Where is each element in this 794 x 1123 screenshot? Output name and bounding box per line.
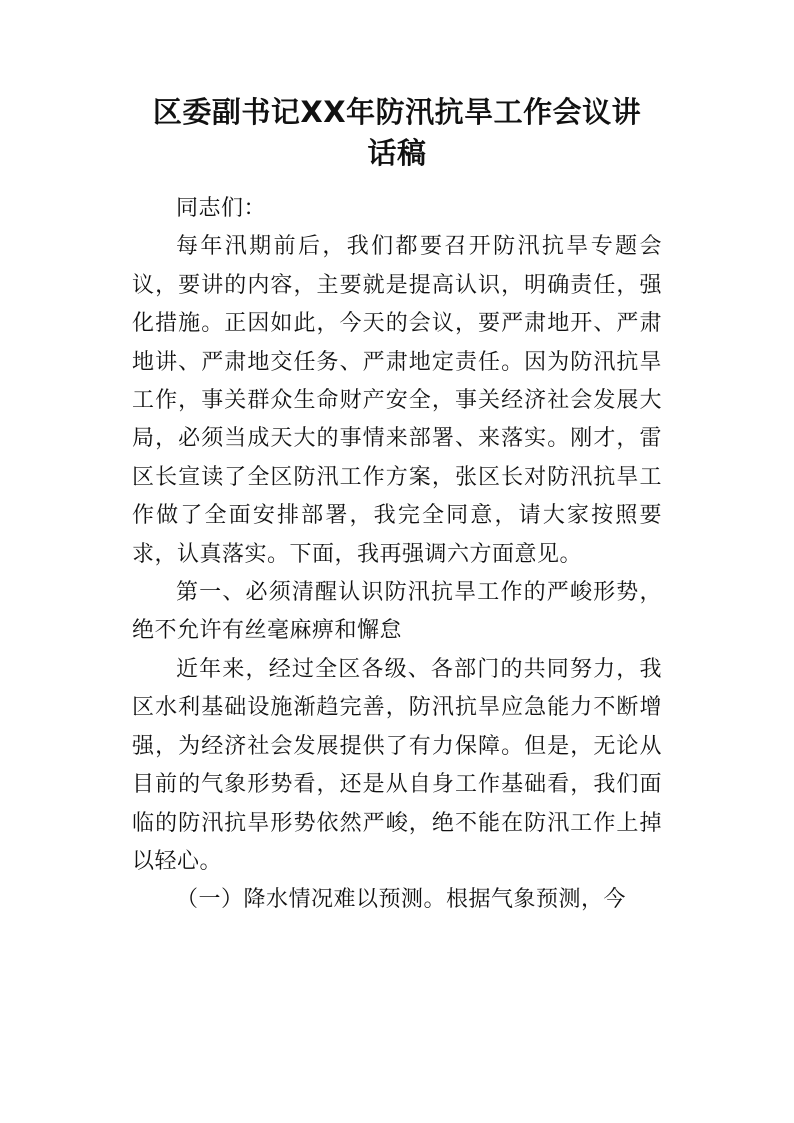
title-line-2: 话稿 (367, 136, 427, 170)
document-body (132, 190, 662, 920)
title-line-1: 区委副书记XX年防汛抗旱工作会议讲 (152, 95, 642, 129)
paragraph-situation: 近年来，经过全区各级、各部门的共同努力，我区水利基础设施渐趋完善，防汛抗旱应急能力不断增强，为经济社会发展提供了有力保障。但是，无论从目前的气象形势看，还是从自身工作基础看，我们面临的防汛抗旱形势依然严峻，绝不能在防汛工作上掉以轻心。 (132, 656, 662, 874)
salutation: 同志们： (176, 196, 267, 221)
document-title (132, 92, 662, 174)
paragraph-intro: 每年汛期前后，我们都要召开防汛抗旱专题会议，要讲的内容，主要就是提高认识，明确责任，强化措施。正因如此，今天的会议，要严肃地开、严肃地讲、严肃地交任务、严肃地定责任。因为防汛抗旱工作，事关群众生命财产安全，事关经济社会发展大局，必须当成天大的事情来部署、来落实。刚才，雷区长宣读了全区防汛工作方案，张区长对防汛抗旱工作做了全面安排部署，我完全同意，请大家按照要求，认真落实。下面，我再强调六方面意见。 (132, 234, 662, 567)
section-heading-1: 第一、必须清醒认识防汛抗旱工作的严峻形势，绝不允许有丝毫麻痹和懈怠 (132, 580, 662, 644)
subsection-heading-1: （一）降水情况难以预测。根据气象预测，今 (176, 887, 627, 913)
